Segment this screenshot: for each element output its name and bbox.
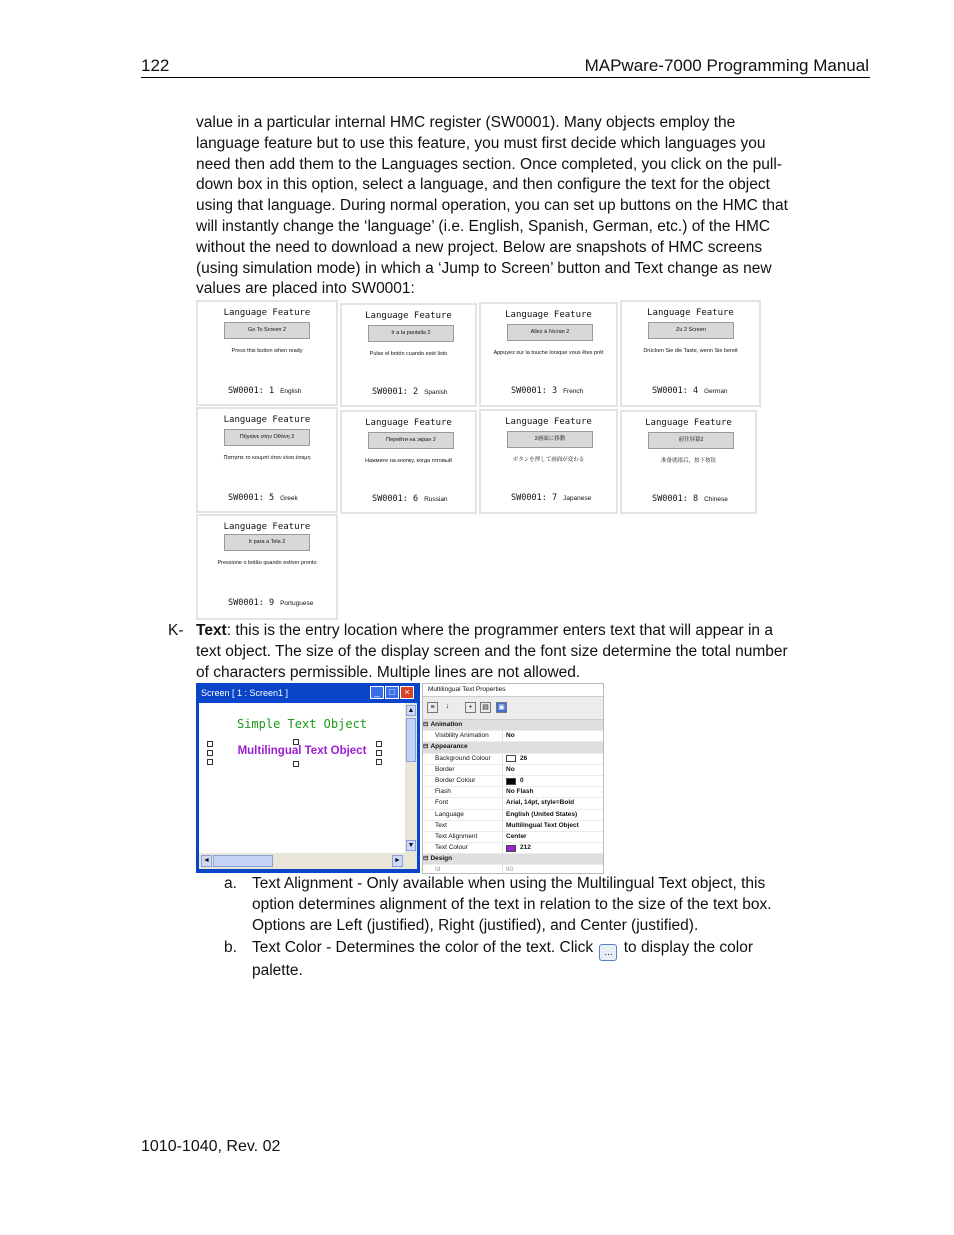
screen-message: Pressione o botão quando estiver pronto <box>217 560 317 566</box>
screen-title: Language Feature <box>505 310 592 320</box>
register-value: SW0001: 7 <box>511 493 558 503</box>
property-key: Border <box>423 765 503 775</box>
item-line: text object. The size of the display screen and the font size determine the total number <box>196 642 788 660</box>
selection-handle[interactable] <box>376 759 382 765</box>
screen-message: 准备就绪后，按下按钮 <box>660 458 716 464</box>
color-swatch <box>506 778 516 785</box>
sub-item-line: option determines alignment of the text in relation to the size of the text box. <box>252 895 772 913</box>
scroll-down-icon[interactable]: ▼ <box>407 842 415 849</box>
intro-paragraph <box>196 113 836 300</box>
page-number: 122 <box>141 56 170 75</box>
go-to-screen-button: Ir para a Tela 2 <box>224 534 310 551</box>
property-value-text: Arial, 14pt, style=Bold <box>506 799 575 807</box>
screen-window <box>196 683 420 873</box>
property-value-text: No Flash <box>506 788 534 796</box>
scroll-right-icon[interactable]: ► <box>392 855 403 867</box>
screen-message: Πατήστε το κουμπί όταν είναι έτοιμη <box>223 455 311 461</box>
property-key: Id <box>423 865 503 874</box>
property-key: Animation <box>430 721 463 728</box>
property-value-text: No <box>506 765 515 773</box>
go-to-screen-button: Перейти на экран 2 <box>368 432 454 449</box>
go-to-screen-button: Zu 2 Screen <box>648 322 734 339</box>
property-key: Font <box>423 798 503 808</box>
property-row[interactable] <box>423 776 603 787</box>
horizontal-scrollbar[interactable] <box>199 853 417 869</box>
sub-item-line: Options are Left (justified), Right (justified), and Center (justified). <box>252 916 699 934</box>
screen-title: Language Feature <box>365 311 452 321</box>
screen-title: Language Feature <box>365 418 452 428</box>
collapse-icon[interactable]: ⊟ <box>423 855 429 863</box>
sub-item-line: Text Alignment - Only available when using the Multilingual Text object, this <box>252 875 766 892</box>
item-marker: K- <box>168 622 184 639</box>
intro-line: language feature but to use this feature, you must first decide which languages you <box>196 134 766 152</box>
go-to-screen-button: Πήγαινε στην Οθόνη 2 <box>224 429 310 446</box>
sub-item-line: palette. <box>252 962 303 979</box>
property-value[interactable] <box>503 765 603 775</box>
scroll-thumb[interactable] <box>406 718 416 762</box>
property-value[interactable] <box>503 810 603 820</box>
property-grid <box>423 720 603 874</box>
selection-handle[interactable] <box>207 759 213 765</box>
properties-page-icon[interactable]: ▤ <box>480 702 491 713</box>
selection-handle[interactable] <box>293 739 299 745</box>
selection-handle[interactable] <box>376 741 382 747</box>
intro-line: without the need to download a new project. Below are snapshots of HMC screens <box>196 238 763 256</box>
properties-panel <box>422 683 604 874</box>
language-name: Chinese <box>704 496 728 503</box>
property-key: Border Colour <box>423 776 503 786</box>
language-name: Greek <box>280 495 298 502</box>
register-value: SW0001: 6 <box>372 494 419 504</box>
property-value-text: Multilingual Text Object <box>506 821 579 829</box>
hmc-screen-greek <box>196 407 338 513</box>
screen-canvas <box>199 703 405 853</box>
property-row[interactable] <box>423 843 603 854</box>
color-swatch <box>506 845 516 852</box>
sub-item-marker: b. <box>224 939 237 956</box>
hmc-screen-russian <box>340 410 477 514</box>
property-value[interactable] <box>503 865 603 874</box>
screen-message: Drücken Sie die Taste, wenn Sie bereit <box>643 348 738 354</box>
panel-title: Multilingual Text Properties <box>423 684 603 697</box>
sub-item-line: Text Color - Determines the color of the text. Click <box>252 939 594 956</box>
property-value-text: Center <box>506 832 527 840</box>
register-value: SW0001: 5 <box>228 493 275 503</box>
property-key: Text <box>423 821 503 831</box>
screen-title: Language Feature <box>505 417 592 427</box>
scroll-up-icon[interactable]: ▲ <box>407 707 415 714</box>
property-row[interactable] <box>423 865 603 874</box>
language-name: German <box>704 388 728 395</box>
register-readout <box>652 386 728 396</box>
scroll-thumb[interactable] <box>213 855 273 867</box>
screen-message: Pulse el botón cuando esté listo <box>369 351 448 357</box>
hmc-screen-french <box>479 302 618 407</box>
screen-title: Language Feature <box>647 308 734 318</box>
intro-line: using that language. During normal operation, you can set up buttons on the HMC that <box>196 197 788 215</box>
property-category[interactable] <box>423 720 603 731</box>
property-key: Text Alignment <box>423 832 503 842</box>
screen-message: Press this button when ready <box>231 348 303 354</box>
sub-item-text-alignment <box>252 874 832 936</box>
screen-message: Нажмите на кнопку, когда готовый <box>365 458 452 464</box>
property-key: Text Colour <box>423 843 503 853</box>
window-title: Screen [ 1 : Screen1 ] <box>201 688 289 698</box>
intro-line: (using simulation mode) in which a ‘Jump to Screen’ button and Text change as new <box>196 259 772 277</box>
screen-title: Language Feature <box>223 522 311 532</box>
intro-line: down box in this option, select a language, and then configure the text for the object <box>196 176 770 194</box>
multilingual-text-object[interactable]: Multilingual Text Object <box>237 745 367 757</box>
screen-message: ボタンを押して画面が変わる <box>512 457 585 463</box>
property-value-text: 80 <box>506 866 514 874</box>
property-value-text: 26 <box>520 754 528 762</box>
properties-toolbar <box>423 697 603 720</box>
register-readout <box>228 598 313 608</box>
register-readout <box>511 493 591 503</box>
language-name: Russian <box>424 496 448 503</box>
property-value-text: 212 <box>520 844 531 852</box>
intro-line: values are placed into SW0001: <box>196 280 415 298</box>
screen-title: Language Feature <box>223 308 311 318</box>
language-name: Portuguese <box>280 600 314 607</box>
register-value: SW0001: 3 <box>511 386 558 396</box>
doc-number: 1010-1040, Rev. 02 <box>141 1138 281 1155</box>
color-swatch <box>506 755 516 762</box>
selection-handle[interactable] <box>376 750 382 756</box>
scroll-left-icon[interactable]: ◄ <box>201 855 212 867</box>
property-value-text: English (United States) <box>506 810 578 818</box>
property-value[interactable] <box>503 787 603 797</box>
register-value: SW0001: 1 <box>228 386 275 396</box>
language-name: French <box>563 388 584 395</box>
property-row[interactable] <box>423 765 603 776</box>
expand-icon[interactable]: + <box>465 702 476 713</box>
sub-item-line: to display the color <box>623 939 753 956</box>
property-value-text: 0 <box>520 776 524 784</box>
hmc-screen-spanish <box>340 303 477 407</box>
screen-message: Appuyez sur la touche lorsque vous êtes prêt <box>493 350 604 356</box>
register-readout <box>372 387 448 397</box>
item-term: Text <box>196 622 227 639</box>
property-value[interactable] <box>503 798 603 808</box>
hmc-screen-english <box>196 300 338 406</box>
selection-handle[interactable] <box>207 750 213 756</box>
register-readout <box>372 494 448 504</box>
property-value[interactable] <box>503 776 603 786</box>
property-key: Design <box>430 855 453 863</box>
register-readout <box>652 494 728 504</box>
go-to-screen-button: 前往屏幕2 <box>648 432 734 449</box>
property-key: Appearance <box>430 743 468 751</box>
register-value: SW0001: 8 <box>652 494 699 504</box>
sort-alpha-icon[interactable]: ↓ <box>445 703 450 710</box>
property-value[interactable] <box>503 754 603 764</box>
register-value: SW0001: 4 <box>652 386 699 396</box>
selection-handle[interactable] <box>293 761 299 767</box>
go-to-screen-button: 2画面に移動 <box>507 431 593 448</box>
screen-title: Language Feature <box>645 418 732 428</box>
vertical-scrollbar[interactable] <box>405 703 417 853</box>
text-item-paragraph <box>196 621 836 683</box>
property-key: Language <box>423 810 503 820</box>
register-readout <box>511 386 583 396</box>
property-value[interactable] <box>503 832 603 842</box>
hmc-screen-chinese <box>620 410 757 514</box>
register-readout <box>228 386 301 396</box>
sub-item-text-color <box>252 938 832 982</box>
property-row[interactable] <box>423 787 603 798</box>
property-row[interactable] <box>423 798 603 809</box>
minimize-icon[interactable]: _ <box>370 686 384 699</box>
hmc-screen-japanese <box>479 409 618 514</box>
intro-line: will instantly change the ‘language’ (i.e. English, Spanish, German, etc.) of the HMC <box>196 217 771 235</box>
register-value: SW0001: 2 <box>372 387 419 397</box>
close-icon[interactable]: × <box>400 686 414 699</box>
register-readout <box>228 493 298 503</box>
property-row[interactable] <box>423 731 603 742</box>
maximize-icon[interactable]: □ <box>385 686 399 699</box>
go-to-screen-button: Go To Screen 2 <box>224 322 310 339</box>
property-category[interactable] <box>423 854 603 865</box>
collapse-icon[interactable]: ⊟ <box>423 743 429 751</box>
property-value[interactable] <box>503 821 603 831</box>
events-icon[interactable]: ▣ <box>496 702 507 713</box>
register-value: SW0001: 9 <box>228 598 275 608</box>
property-value-text: No <box>506 732 515 740</box>
hmc-screen-portuguese <box>196 514 338 620</box>
property-category[interactable] <box>423 742 603 753</box>
item-line: : this is the entry location where the programmer enters text that will appear in a <box>226 622 773 639</box>
go-to-screen-button: Ir a la pantalla 2 <box>368 325 454 342</box>
property-row[interactable] <box>423 832 603 843</box>
property-row[interactable] <box>423 810 603 821</box>
property-value[interactable] <box>503 843 603 853</box>
property-key: Flash <box>423 787 503 797</box>
language-name: English <box>280 388 302 395</box>
item-line: of characters permissible. Multiple lines are not allowed. <box>196 663 581 681</box>
property-row[interactable] <box>423 754 603 765</box>
property-row[interactable] <box>423 821 603 832</box>
simple-text-object[interactable]: Simple Text Object <box>236 717 368 731</box>
collapse-icon[interactable]: ⊟ <box>423 721 429 728</box>
ellipsis-button-icon: … <box>599 944 617 961</box>
categorized-icon[interactable]: ≡ <box>427 702 438 713</box>
go-to-screen-button: Allez à l'écran 2 <box>507 324 593 341</box>
intro-line: need then add them to the Languages section. Once completed, you click on the pull- <box>196 155 782 173</box>
property-value[interactable] <box>503 731 603 741</box>
property-key: Background Colour <box>423 754 503 764</box>
header-rule <box>141 77 870 78</box>
manual-title: MAPware-7000 Programming Manual <box>584 56 869 75</box>
language-name: Spanish <box>424 389 448 396</box>
language-name: Japanese <box>563 495 592 502</box>
hmc-screen-german <box>620 300 761 407</box>
sub-item-marker: a. <box>224 875 237 892</box>
property-key: Visibility Animation <box>423 731 503 741</box>
intro-line: value in a particular internal HMC register (SW0001). Many objects employ the <box>196 114 736 131</box>
screen-title: Language Feature <box>223 415 311 425</box>
selection-handle[interactable] <box>207 741 213 747</box>
